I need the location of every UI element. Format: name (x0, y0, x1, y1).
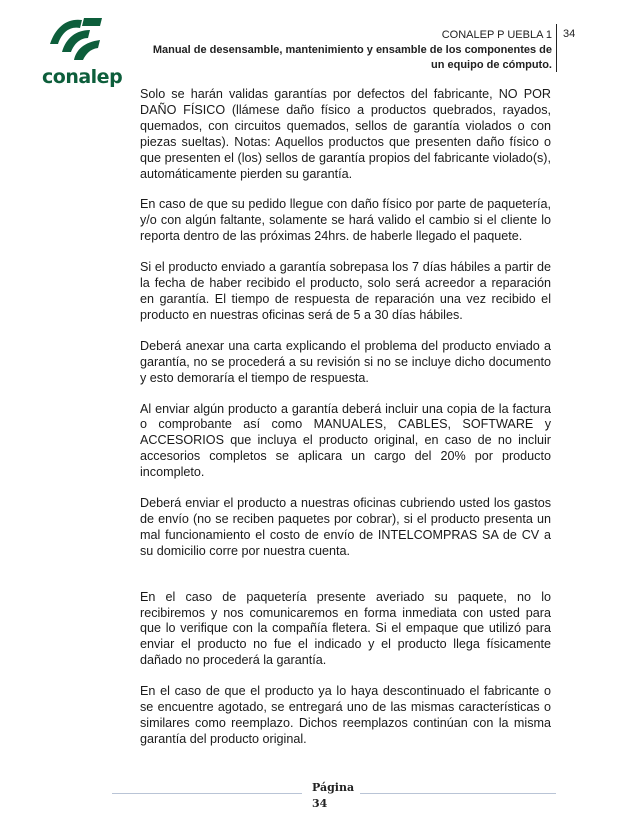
footer-rule-right (360, 793, 556, 794)
header-school: CONALEP P UEBLA 1 (441, 29, 552, 41)
header-title: Manual de desensamble, mantenimiento y ensamble de los componentes de (152, 44, 552, 56)
paragraph: Al enviar algún producto a garantía deberá incluir una copia de la factura o comprobante así como MANUALES, CABLES, SOFTWARE y ACCESORIOS que incluya el producto original, en caso de no incluir accesorios completos se aplicara un cargo del 20% por producto incompleto. (140, 401, 551, 480)
header-divider (556, 24, 557, 72)
header-page-number: 34 (563, 28, 576, 40)
page-footer (0, 766, 638, 816)
paragraph: Solo se harán validas garantías por defectos del fabricante, NO POR DAÑO FÍSICO (llámese daño físico a productos quebrados, rayados, quemados, con circuitos quemados, sellos de garantía violados o con piezas sueltas). Notas: Aquellos productos que presenten daño físico o que presenten el (los) sellos de garantía propios del fabricante violado(s), automáticamente pierden su garantía. (140, 87, 551, 181)
paragraph: Deberá enviar el producto a nuestras oficinas cubriendo usted los gastos de envío (no se reciben paquetes por cobrar), si el producto presenta un mal funcionamiento el costo de envío de INTELCOMPRAS SA de CV a su domicilio corre por nuestra cuenta. (140, 496, 551, 558)
footer-page-number: 34 (312, 797, 328, 810)
paragraph: En caso de que su pedido llegue con daño físico por parte de paquetería, y/o con algún faltante, solamente se hará valido el cambio si el cliente lo reporta dentro de las próximas 24hrs. de haberle llegado el paquete. (140, 197, 551, 244)
running-header (132, 28, 552, 73)
footer-label-text: Página (312, 781, 355, 794)
logo-wordmark: conalep (42, 66, 123, 88)
footer-page-label (312, 780, 354, 812)
page-body (140, 87, 551, 763)
paragraph: Si el producto enviado a garantía sobrepasa los 7 días hábiles a partir de la fecha de haber recibido el producto, solo será acreedor a reparación en garantía. El tiempo de respuesta de reparación una vez recibido el producto en nuestras oficinas será de 5 a 30 días hábiles. (140, 260, 551, 322)
paragraph: En el caso de paquetería presente averiado su paquete, no lo recibiremos y nos comunicaremos en forma inmediata con usted para que lo verifique con la compañía fletera. Si el empaque que utilizó para enviar el producto no fue el indicado y el producto llega físicamente dañado no procederá la garantía. (140, 589, 551, 668)
conalep-logo (40, 14, 135, 88)
paragraph: Deberá anexar una carta explicando el problema del producto enviado a garantía, no se procederá a su revisión si no se incluye dicho documento y esto demoraría el tiempo de respuesta. (140, 338, 551, 385)
paragraph: En el caso de que el producto ya lo haya descontinuado el fabricante o se encuentre agotado, se entregará uno de las mismas características o similares como reemplazo. Dichos reemplazos continúan con la misma garantía del producto original. (140, 684, 551, 746)
conalep-emblem-icon (46, 14, 106, 64)
footer-rule-left (112, 793, 302, 794)
header-title-cont: un equipo de cómputo. (431, 59, 552, 71)
